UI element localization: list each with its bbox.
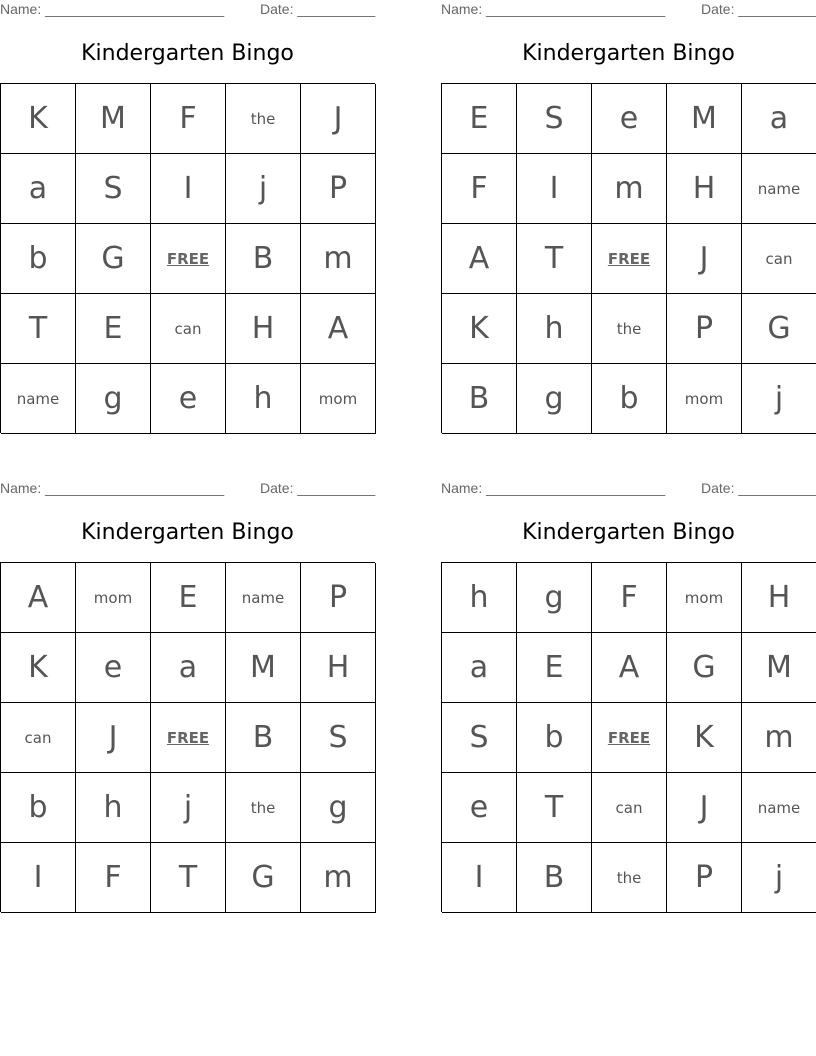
bingo-cell: T bbox=[151, 843, 226, 913]
bingo-cell: g bbox=[301, 773, 376, 843]
card-title: Kindergarten Bingo bbox=[81, 41, 294, 66]
bingo-cell: j bbox=[742, 364, 816, 434]
date-field[interactable]: Date: __________ bbox=[701, 1, 816, 17]
bingo-card-3 bbox=[0, 479, 375, 912]
bingo-cell: E bbox=[151, 563, 226, 633]
bingo-cell: F bbox=[442, 154, 517, 224]
bingo-cell: K bbox=[667, 703, 742, 773]
bingo-cell: g bbox=[517, 364, 592, 434]
bingo-cell: K bbox=[1, 84, 76, 154]
bingo-cell: F bbox=[592, 563, 667, 633]
bingo-cell: G bbox=[76, 224, 151, 294]
bingo-cell: the bbox=[592, 294, 667, 364]
bingo-cell: B bbox=[517, 843, 592, 913]
bingo-cell: S bbox=[442, 703, 517, 773]
bingo-grid bbox=[441, 562, 816, 912]
bingo-cell: I bbox=[517, 154, 592, 224]
bingo-cell: e bbox=[151, 364, 226, 434]
bingo-cell: a bbox=[151, 633, 226, 703]
bingo-cell: P bbox=[301, 154, 376, 224]
bingo-cell: G bbox=[742, 294, 816, 364]
card-header bbox=[441, 480, 816, 498]
bingo-cell: P bbox=[667, 294, 742, 364]
card-title: Kindergarten Bingo bbox=[81, 520, 294, 545]
bingo-cell: T bbox=[517, 224, 592, 294]
name-field[interactable]: Name: _______________________ bbox=[441, 1, 666, 17]
card-header bbox=[441, 1, 816, 19]
bingo-cell: F bbox=[76, 843, 151, 913]
bingo-cell: A bbox=[442, 224, 517, 294]
bingo-cell: j bbox=[226, 154, 301, 224]
bingo-cell: K bbox=[442, 294, 517, 364]
date-field[interactable]: Date: __________ bbox=[701, 480, 816, 496]
bingo-cell: M bbox=[742, 633, 816, 703]
bingo-cell: T bbox=[1, 294, 76, 364]
bingo-cell: mom bbox=[76, 563, 151, 633]
bingo-cell: can bbox=[742, 224, 816, 294]
bingo-grid bbox=[441, 83, 816, 433]
bingo-card-1 bbox=[0, 0, 375, 433]
bingo-cell: I bbox=[151, 154, 226, 224]
bingo-cell: the bbox=[592, 843, 667, 913]
bingo-cell: the bbox=[226, 773, 301, 843]
name-field[interactable]: Name: _______________________ bbox=[0, 1, 225, 17]
date-field[interactable]: Date: __________ bbox=[260, 480, 376, 496]
bingo-cell: P bbox=[301, 563, 376, 633]
bingo-cell: g bbox=[76, 364, 151, 434]
bingo-cell: m bbox=[301, 224, 376, 294]
bingo-cell: E bbox=[76, 294, 151, 364]
bingo-cell: h bbox=[226, 364, 301, 434]
bingo-cell: A bbox=[301, 294, 376, 364]
bingo-cell: name bbox=[226, 563, 301, 633]
bingo-cell: mom bbox=[667, 563, 742, 633]
bingo-cell: m bbox=[301, 843, 376, 913]
bingo-cell: name bbox=[742, 773, 816, 843]
bingo-cell: A bbox=[1, 563, 76, 633]
bingo-cell: B bbox=[226, 224, 301, 294]
bingo-cell: F bbox=[151, 84, 226, 154]
bingo-cell: e bbox=[76, 633, 151, 703]
bingo-cell: J bbox=[667, 224, 742, 294]
date-field[interactable]: Date: __________ bbox=[260, 1, 376, 17]
bingo-cell: B bbox=[226, 703, 301, 773]
bingo-cell: J bbox=[76, 703, 151, 773]
bingo-cell: j bbox=[151, 773, 226, 843]
bingo-cell: h bbox=[76, 773, 151, 843]
bingo-cell: e bbox=[442, 773, 517, 843]
free-space: FREE bbox=[592, 703, 667, 773]
bingo-cell: S bbox=[517, 84, 592, 154]
bingo-cell: a bbox=[442, 633, 517, 703]
bingo-cell: E bbox=[442, 84, 517, 154]
bingo-cell: name bbox=[742, 154, 816, 224]
name-field[interactable]: Name: _______________________ bbox=[0, 480, 225, 496]
bingo-cell: M bbox=[667, 84, 742, 154]
bingo-cell: h bbox=[442, 563, 517, 633]
bingo-cell: H bbox=[301, 633, 376, 703]
card-title: Kindergarten Bingo bbox=[522, 520, 735, 545]
bingo-cell: S bbox=[301, 703, 376, 773]
bingo-cell: P bbox=[667, 843, 742, 913]
card-header bbox=[0, 1, 375, 19]
card-header bbox=[0, 480, 375, 498]
bingo-cell: e bbox=[592, 84, 667, 154]
bingo-cell: mom bbox=[667, 364, 742, 434]
bingo-cell: T bbox=[517, 773, 592, 843]
bingo-cell: b bbox=[1, 224, 76, 294]
bingo-card-4 bbox=[441, 479, 816, 912]
card-title: Kindergarten Bingo bbox=[522, 41, 735, 66]
bingo-cell: B bbox=[442, 364, 517, 434]
bingo-cell: K bbox=[1, 633, 76, 703]
bingo-cell: can bbox=[151, 294, 226, 364]
free-space: FREE bbox=[592, 224, 667, 294]
bingo-cell: J bbox=[667, 773, 742, 843]
bingo-cell: G bbox=[226, 843, 301, 913]
bingo-cell: b bbox=[592, 364, 667, 434]
free-space: FREE bbox=[151, 224, 226, 294]
bingo-cell: E bbox=[517, 633, 592, 703]
bingo-cell: m bbox=[742, 703, 816, 773]
free-space: FREE bbox=[151, 703, 226, 773]
bingo-cell: mom bbox=[301, 364, 376, 434]
bingo-cell: the bbox=[226, 84, 301, 154]
bingo-grid bbox=[0, 83, 375, 433]
bingo-cell: g bbox=[517, 563, 592, 633]
bingo-cell: I bbox=[1, 843, 76, 913]
bingo-cell: j bbox=[742, 843, 816, 913]
bingo-cell: H bbox=[667, 154, 742, 224]
bingo-cell: a bbox=[742, 84, 816, 154]
name-field[interactable]: Name: _______________________ bbox=[441, 480, 666, 496]
bingo-cell: H bbox=[742, 563, 816, 633]
bingo-card-2 bbox=[441, 0, 816, 433]
bingo-cell: a bbox=[1, 154, 76, 224]
bingo-cell: J bbox=[301, 84, 376, 154]
bingo-cell: m bbox=[592, 154, 667, 224]
bingo-cell: H bbox=[226, 294, 301, 364]
bingo-cell: M bbox=[76, 84, 151, 154]
bingo-grid bbox=[0, 562, 375, 912]
bingo-cell: h bbox=[517, 294, 592, 364]
bingo-cell: can bbox=[592, 773, 667, 843]
bingo-cell: b bbox=[1, 773, 76, 843]
bingo-cell: I bbox=[442, 843, 517, 913]
bingo-cell: G bbox=[667, 633, 742, 703]
bingo-cell: S bbox=[76, 154, 151, 224]
bingo-cell: A bbox=[592, 633, 667, 703]
bingo-cell: can bbox=[1, 703, 76, 773]
bingo-cell: name bbox=[1, 364, 76, 434]
bingo-cell: M bbox=[226, 633, 301, 703]
bingo-cell: b bbox=[517, 703, 592, 773]
